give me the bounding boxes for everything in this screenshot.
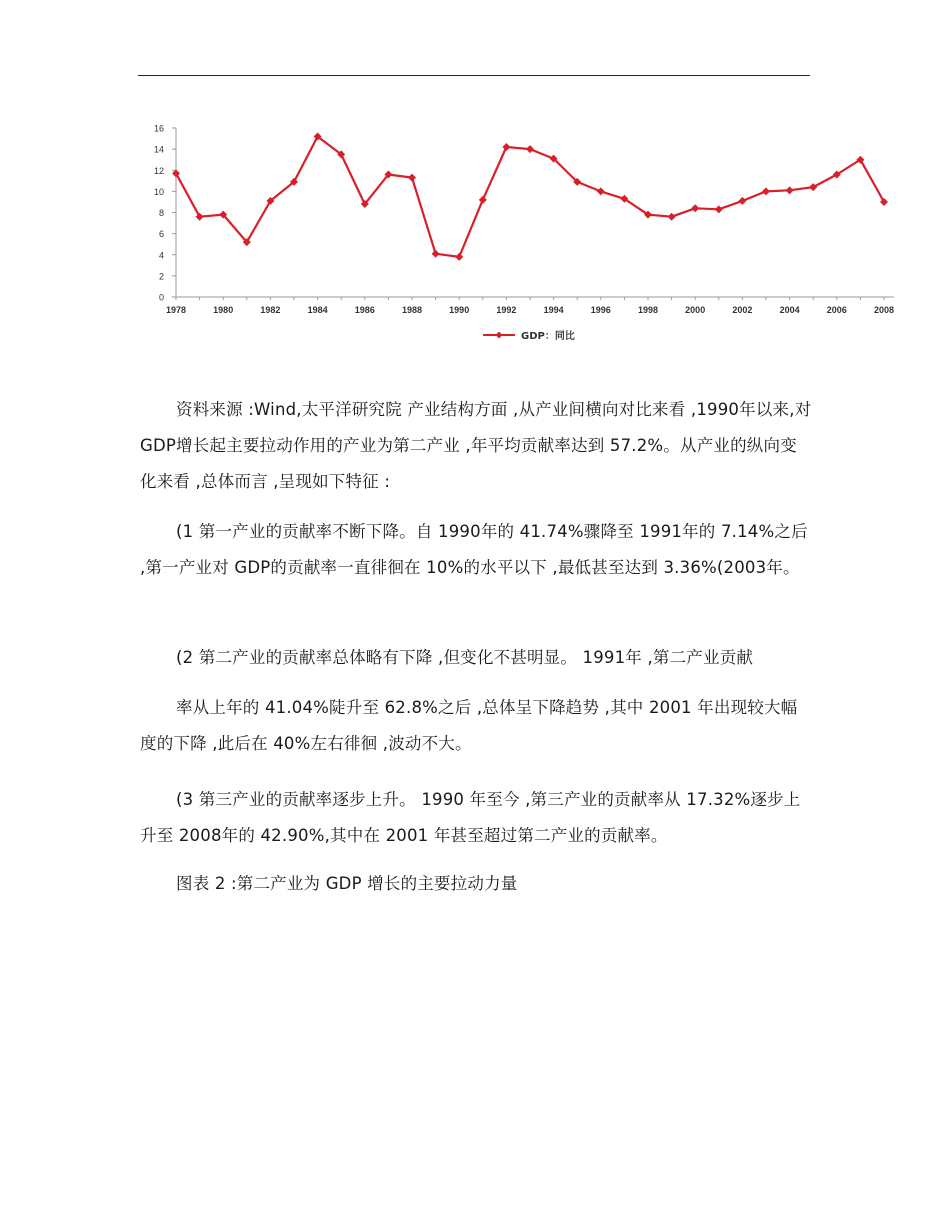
tertiary-industry-block	[140, 782, 812, 854]
x-tick-label: 1996	[590, 305, 611, 315]
y-tick-label: 16	[153, 123, 164, 134]
x-tick-label: 1978	[165, 305, 187, 315]
y-axis	[154, 124, 176, 303]
x-tick-label: 1980	[213, 305, 234, 315]
data-point	[455, 253, 463, 261]
data-point	[738, 197, 746, 205]
y-tick-label: 0	[158, 292, 164, 303]
gdp-line-chart	[0, 0, 950, 360]
x-tick-label: 2002	[732, 305, 753, 315]
data-point	[668, 213, 676, 221]
x-tick-label: 1990	[449, 305, 470, 315]
x-tick-label: 2000	[685, 305, 706, 315]
figure-caption-block	[140, 866, 812, 902]
paragraph-source: 资料来源 :Wind,太平洋研究院 产业结构方面 ,从产业间横向对比来看 ,1990年以来,对 GDP增长起主要拉动作用的产业为第二产业 ,年平均贡献率达到 57.2%。从产业的纵向变化来看 ,总体而言 ,呈现如下特征 :	[140, 400, 812, 491]
x-tick-label: 1982	[260, 305, 281, 315]
x-axis	[166, 297, 894, 315]
paragraph-secondary-industry-a: (2 第二产业的贡献率总体略有下降 ,但变化不甚明显。 1991年 ,第二产业贡献	[176, 648, 754, 667]
legend-label: GDP：同比	[521, 331, 575, 342]
y-tick-label: 10	[153, 186, 164, 197]
y-tick-label: 8	[158, 208, 164, 218]
secondary-industry-block-b	[140, 690, 812, 762]
legend-marker	[496, 332, 503, 339]
x-tick-label: 1986	[354, 305, 375, 315]
paragraph-tertiary-industry: (3 第三产业的贡献率逐步上升。 1990 年至今 ,第三产业的贡献率从 17.32%逐步上升至 2008年的 42.90%,其中在 2001 年甚至超过第二产业的贡献率。	[140, 790, 801, 845]
series-layer	[172, 132, 888, 260]
x-tick-label: 2006	[826, 305, 847, 315]
y-tick-label: 4	[158, 250, 164, 261]
y-tick-label: 14	[153, 144, 164, 155]
x-tick-label: 1988	[401, 305, 423, 315]
x-tick-label: 2008	[873, 305, 895, 315]
data-point	[691, 204, 699, 212]
chart-legend	[483, 329, 575, 342]
data-point	[196, 213, 204, 221]
data-point	[479, 196, 487, 204]
data-point	[809, 183, 817, 191]
source-paragraph-block	[140, 392, 812, 500]
data-point	[502, 143, 510, 151]
data-point	[526, 145, 534, 153]
figure-caption: 图表 2 :第二产业为 GDP 增长的主要拉动力量	[176, 874, 518, 893]
x-tick-label: 2004	[779, 305, 800, 315]
secondary-industry-block-a	[140, 640, 812, 676]
y-tick-label: 6	[158, 229, 164, 240]
x-tick-label: 1998	[637, 305, 659, 315]
primary-industry-block	[140, 514, 812, 586]
data-point	[408, 174, 416, 182]
x-tick-label: 1992	[496, 305, 517, 315]
series-line-gdp	[176, 137, 884, 257]
data-point	[715, 205, 723, 213]
x-tick-label: 1994	[543, 305, 564, 315]
x-tick-label: 1984	[307, 305, 328, 315]
data-point	[786, 186, 794, 194]
data-point	[597, 187, 605, 195]
y-tick-label: 12	[153, 165, 164, 176]
paragraph-secondary-industry-b: 率从上年的 41.04%陡升至 62.8%之后 ,总体呈下降趋势 ,其中 2001 年出现较大幅度的下降 ,此后在 40%左右徘徊 ,波动不大。	[140, 698, 798, 753]
data-point	[762, 187, 770, 195]
paragraph-primary-industry: (1 第一产业的贡献率不断下降。自 1990年的 41.74%骤降至 1991年的 7.14%之后 ,第一产业对 GDP的贡献率一直徘徊在 10%的水平以下 ,最低甚至达到 3.36%(2003年。	[140, 522, 808, 577]
data-point	[432, 250, 440, 258]
y-tick-label: 2	[158, 271, 164, 282]
